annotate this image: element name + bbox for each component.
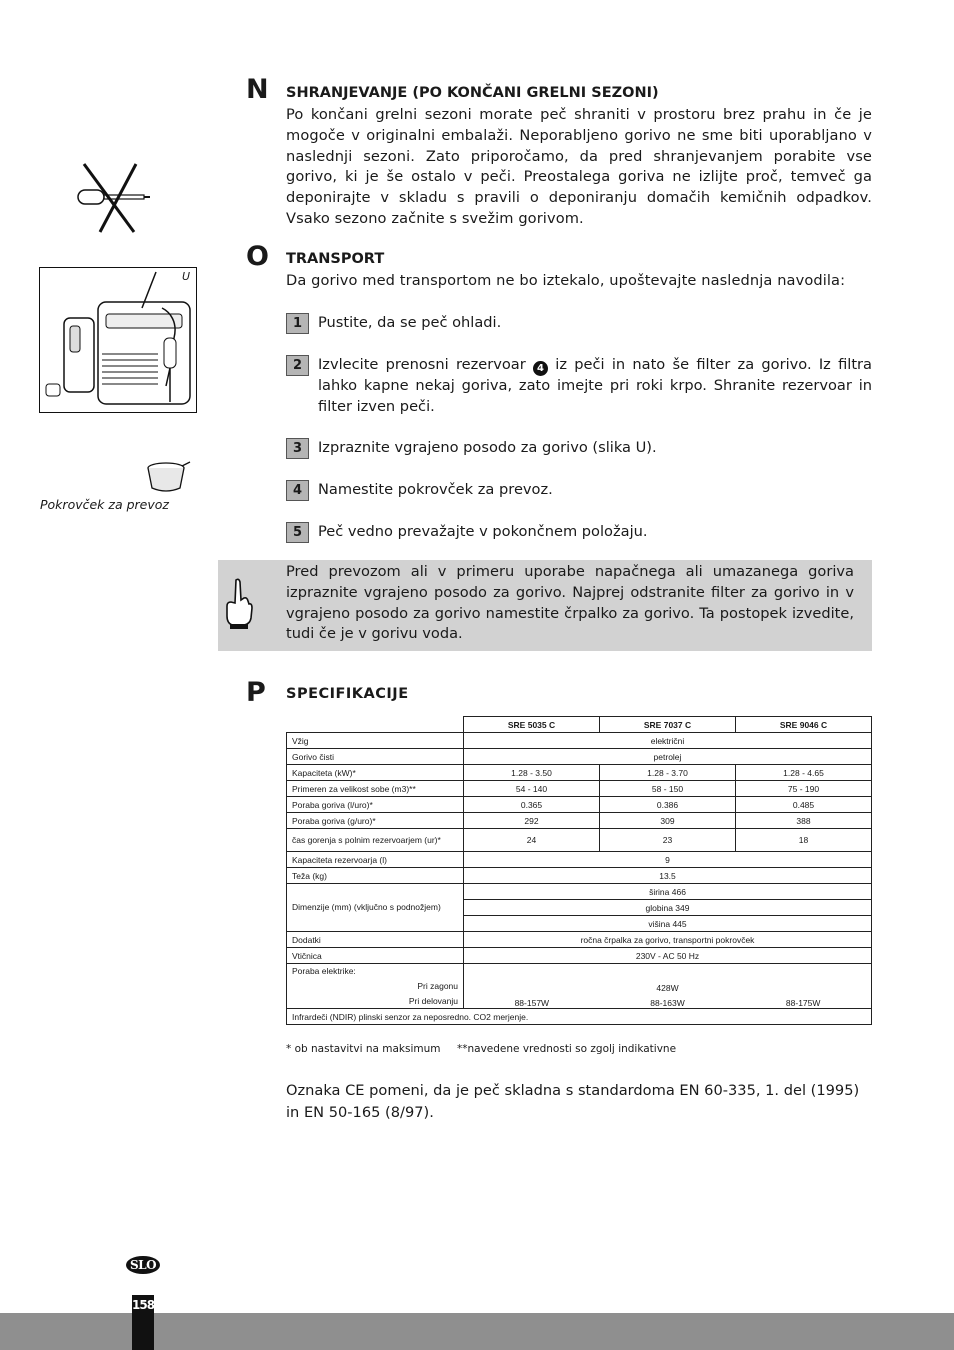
row-value: 0.386	[600, 797, 736, 813]
step-text: Izpraznite vgrajeno posodo za gorivo (slika U).	[318, 439, 657, 456]
spec-corner	[287, 717, 464, 733]
step-text-after: iz peči in nato še filter za gorivo. Iz filtra lahko kapne nekaj goriva, zato imejte pri roki krpo. Shranite rezervoar in filter izven peči.	[318, 356, 872, 415]
section-letter-p: P	[246, 677, 266, 708]
row-label: Dodatki	[287, 932, 464, 948]
transport-intro: Da gorivo med transportom ne bo iztekalo, upoštevajte naslednja navodila:	[286, 272, 846, 289]
warning-text: Pred prevozom ali v primeru uporabe napačnega ali umazanega goriva izpraznite vgrajeno posodo za gorivo. Najprej odstranite filter za gorivo in v vgrajeno posodo za gorivo namestite črpalko za gorivo. Ta postopek izvedite, tudi če je v gorivu voda.	[286, 563, 854, 643]
table-row	[287, 868, 872, 884]
step-number: 3	[286, 438, 309, 459]
row-value: 309	[600, 813, 736, 829]
step-1	[286, 313, 872, 334]
row-value: 88-163W	[650, 998, 685, 1008]
tank-number-badge: 4	[533, 361, 548, 376]
no-screwdriver-icon	[74, 160, 154, 236]
start-value: 428W	[656, 983, 679, 993]
row-label: Primeren za velikost sobe (m3)**	[287, 781, 464, 797]
step-3	[286, 438, 872, 459]
figure-u-label: U	[181, 270, 190, 283]
step-text: Peč vedno prevažajte v pokončnem položaju.	[318, 523, 648, 540]
transport-cap-icon	[144, 460, 192, 496]
row-value: višina 445	[464, 916, 872, 932]
cap-caption: Pokrovček za prevoz	[40, 497, 169, 512]
step-2	[286, 355, 872, 418]
row-value: 292	[464, 813, 600, 829]
warning-box	[218, 560, 872, 651]
run-label: Pri delovanju	[408, 996, 458, 1006]
row-value: električni	[464, 733, 872, 749]
table-row	[287, 884, 872, 900]
row-value: 18	[736, 829, 872, 852]
table-row	[287, 1009, 872, 1025]
model-header: SRE 7037 C	[600, 717, 736, 733]
model-header: SRE 9046 C	[736, 717, 872, 733]
row-value: 13.5	[464, 868, 872, 884]
power-label-cell	[287, 964, 464, 1009]
table-row	[287, 948, 872, 964]
table-row	[287, 813, 872, 829]
table-row	[287, 765, 872, 781]
table-row	[287, 964, 872, 1009]
row-value: 88-175W	[785, 998, 821, 1008]
table-row	[287, 749, 872, 765]
row-label: Kapaciteta rezervoarja (l)	[287, 852, 464, 868]
step-number: 2	[286, 355, 309, 376]
row-value: 9	[464, 852, 872, 868]
table-row	[287, 852, 872, 868]
start-label: Pri zagonu	[417, 981, 458, 991]
row-label: Dimenzije (mm) (vključno s podnožjem)	[287, 884, 464, 932]
section-title-storage: SHRANJEVANJE (PO KONČANI GRELNI SEZONI)	[286, 85, 659, 101]
row-value: 0.365	[464, 797, 600, 813]
row-value: 388	[736, 813, 872, 829]
row-label: čas gorenja s polnim rezervoarjem (ur)*	[287, 829, 464, 852]
row-value: širina 466	[464, 884, 872, 900]
row-label: Infrardeči (NDIR) plinski senzor za neposredno. CO2 merjenje.	[287, 1009, 872, 1025]
table-row	[287, 829, 872, 852]
spec-table	[286, 716, 872, 1025]
figure-u	[39, 267, 197, 413]
power-values-cell	[464, 964, 872, 1009]
row-value: 1.28 - 3.50	[464, 765, 600, 781]
row-label: Teža (kg)	[287, 868, 464, 884]
ce-statement: Oznaka CE pomeni, da je peč skladna s standardoma EN 60-335, 1. del (1995) in EN 50-165 (8/97).	[286, 1082, 860, 1121]
row-label: Gorivo čisti	[287, 749, 464, 765]
step-text	[318, 355, 872, 418]
row-value: 23	[600, 829, 736, 852]
table-row	[287, 932, 872, 948]
row-value: 0.485	[736, 797, 872, 813]
footnote-max: * ob nastavitvi na maksimum	[286, 1043, 441, 1055]
row-value: 58 - 150	[600, 781, 736, 797]
row-value: 1.28 - 4.65	[736, 765, 872, 781]
step-text: Pustite, da se peč ohladi.	[318, 314, 502, 331]
language-badge: SLO	[126, 1256, 160, 1274]
section-title-transport: TRANSPORT	[286, 251, 385, 267]
step-5	[286, 522, 872, 543]
section-letter-n: N	[246, 74, 269, 105]
row-label: Poraba goriva (g/uro)*	[287, 813, 464, 829]
row-value: 54 - 140	[464, 781, 600, 797]
page-number: 158	[132, 1295, 154, 1350]
row-label: Poraba goriva (l/uro)*	[287, 797, 464, 813]
table-row	[287, 781, 872, 797]
section-letter-o: O	[246, 241, 269, 272]
model-header: SRE 5035 C	[464, 717, 600, 733]
row-label: Kapaciteta (kW)*	[287, 765, 464, 781]
heater-drain-illustration	[40, 268, 196, 412]
storage-paragraph: Po končani grelni sezoni morate peč shraniti v prostoru brez prahu in če je mogoče v originalni embalaži. Neporabljeno gorivo ne sme biti uporabljano v naslednji sezoni. Zato priporočamo, da pred shranjevanjem porabite vse gorivo, ki je še ostalo v peči. Preostalega goriva ne izlijte proč, temveč ga deponirajte v skladu s pravili o deponiranju domačih kemičnih odpadkov. Vsako sezono začnite s svežim gorivom.	[286, 106, 872, 227]
step-number: 5	[286, 522, 309, 543]
step-number: 4	[286, 480, 309, 501]
step-text-before: Izvlecite prenosni rezervoar	[318, 356, 526, 373]
pointing-hand-icon	[224, 578, 254, 630]
step-text: Namestite pokrovček za prevoz.	[318, 481, 553, 498]
row-value: 24	[464, 829, 600, 852]
footnote-indicative: **navedene vrednosti so zgolj indikativne	[457, 1043, 677, 1055]
row-value: 230V - AC 50 Hz	[464, 948, 872, 964]
row-value: 1.28 - 3.70	[600, 765, 736, 781]
row-label: Vžig	[287, 733, 464, 749]
table-row	[287, 797, 872, 813]
row-value: petrolej	[464, 749, 872, 765]
row-value: 88-157W	[514, 998, 550, 1008]
row-value: 75 - 190	[736, 781, 872, 797]
table-row	[287, 733, 872, 749]
section-title-specs: SPECIFIKACIJE	[286, 686, 409, 702]
row-label: Vtičnica	[287, 948, 464, 964]
row-value: globina 349	[464, 900, 872, 916]
step-number: 1	[286, 313, 309, 334]
step-4	[286, 480, 872, 501]
row-value: ročna črpalka za gorivo, transportni pokrovček	[464, 932, 872, 948]
run-values	[464, 998, 871, 1008]
row-label: Poraba elektrike:	[292, 966, 356, 976]
